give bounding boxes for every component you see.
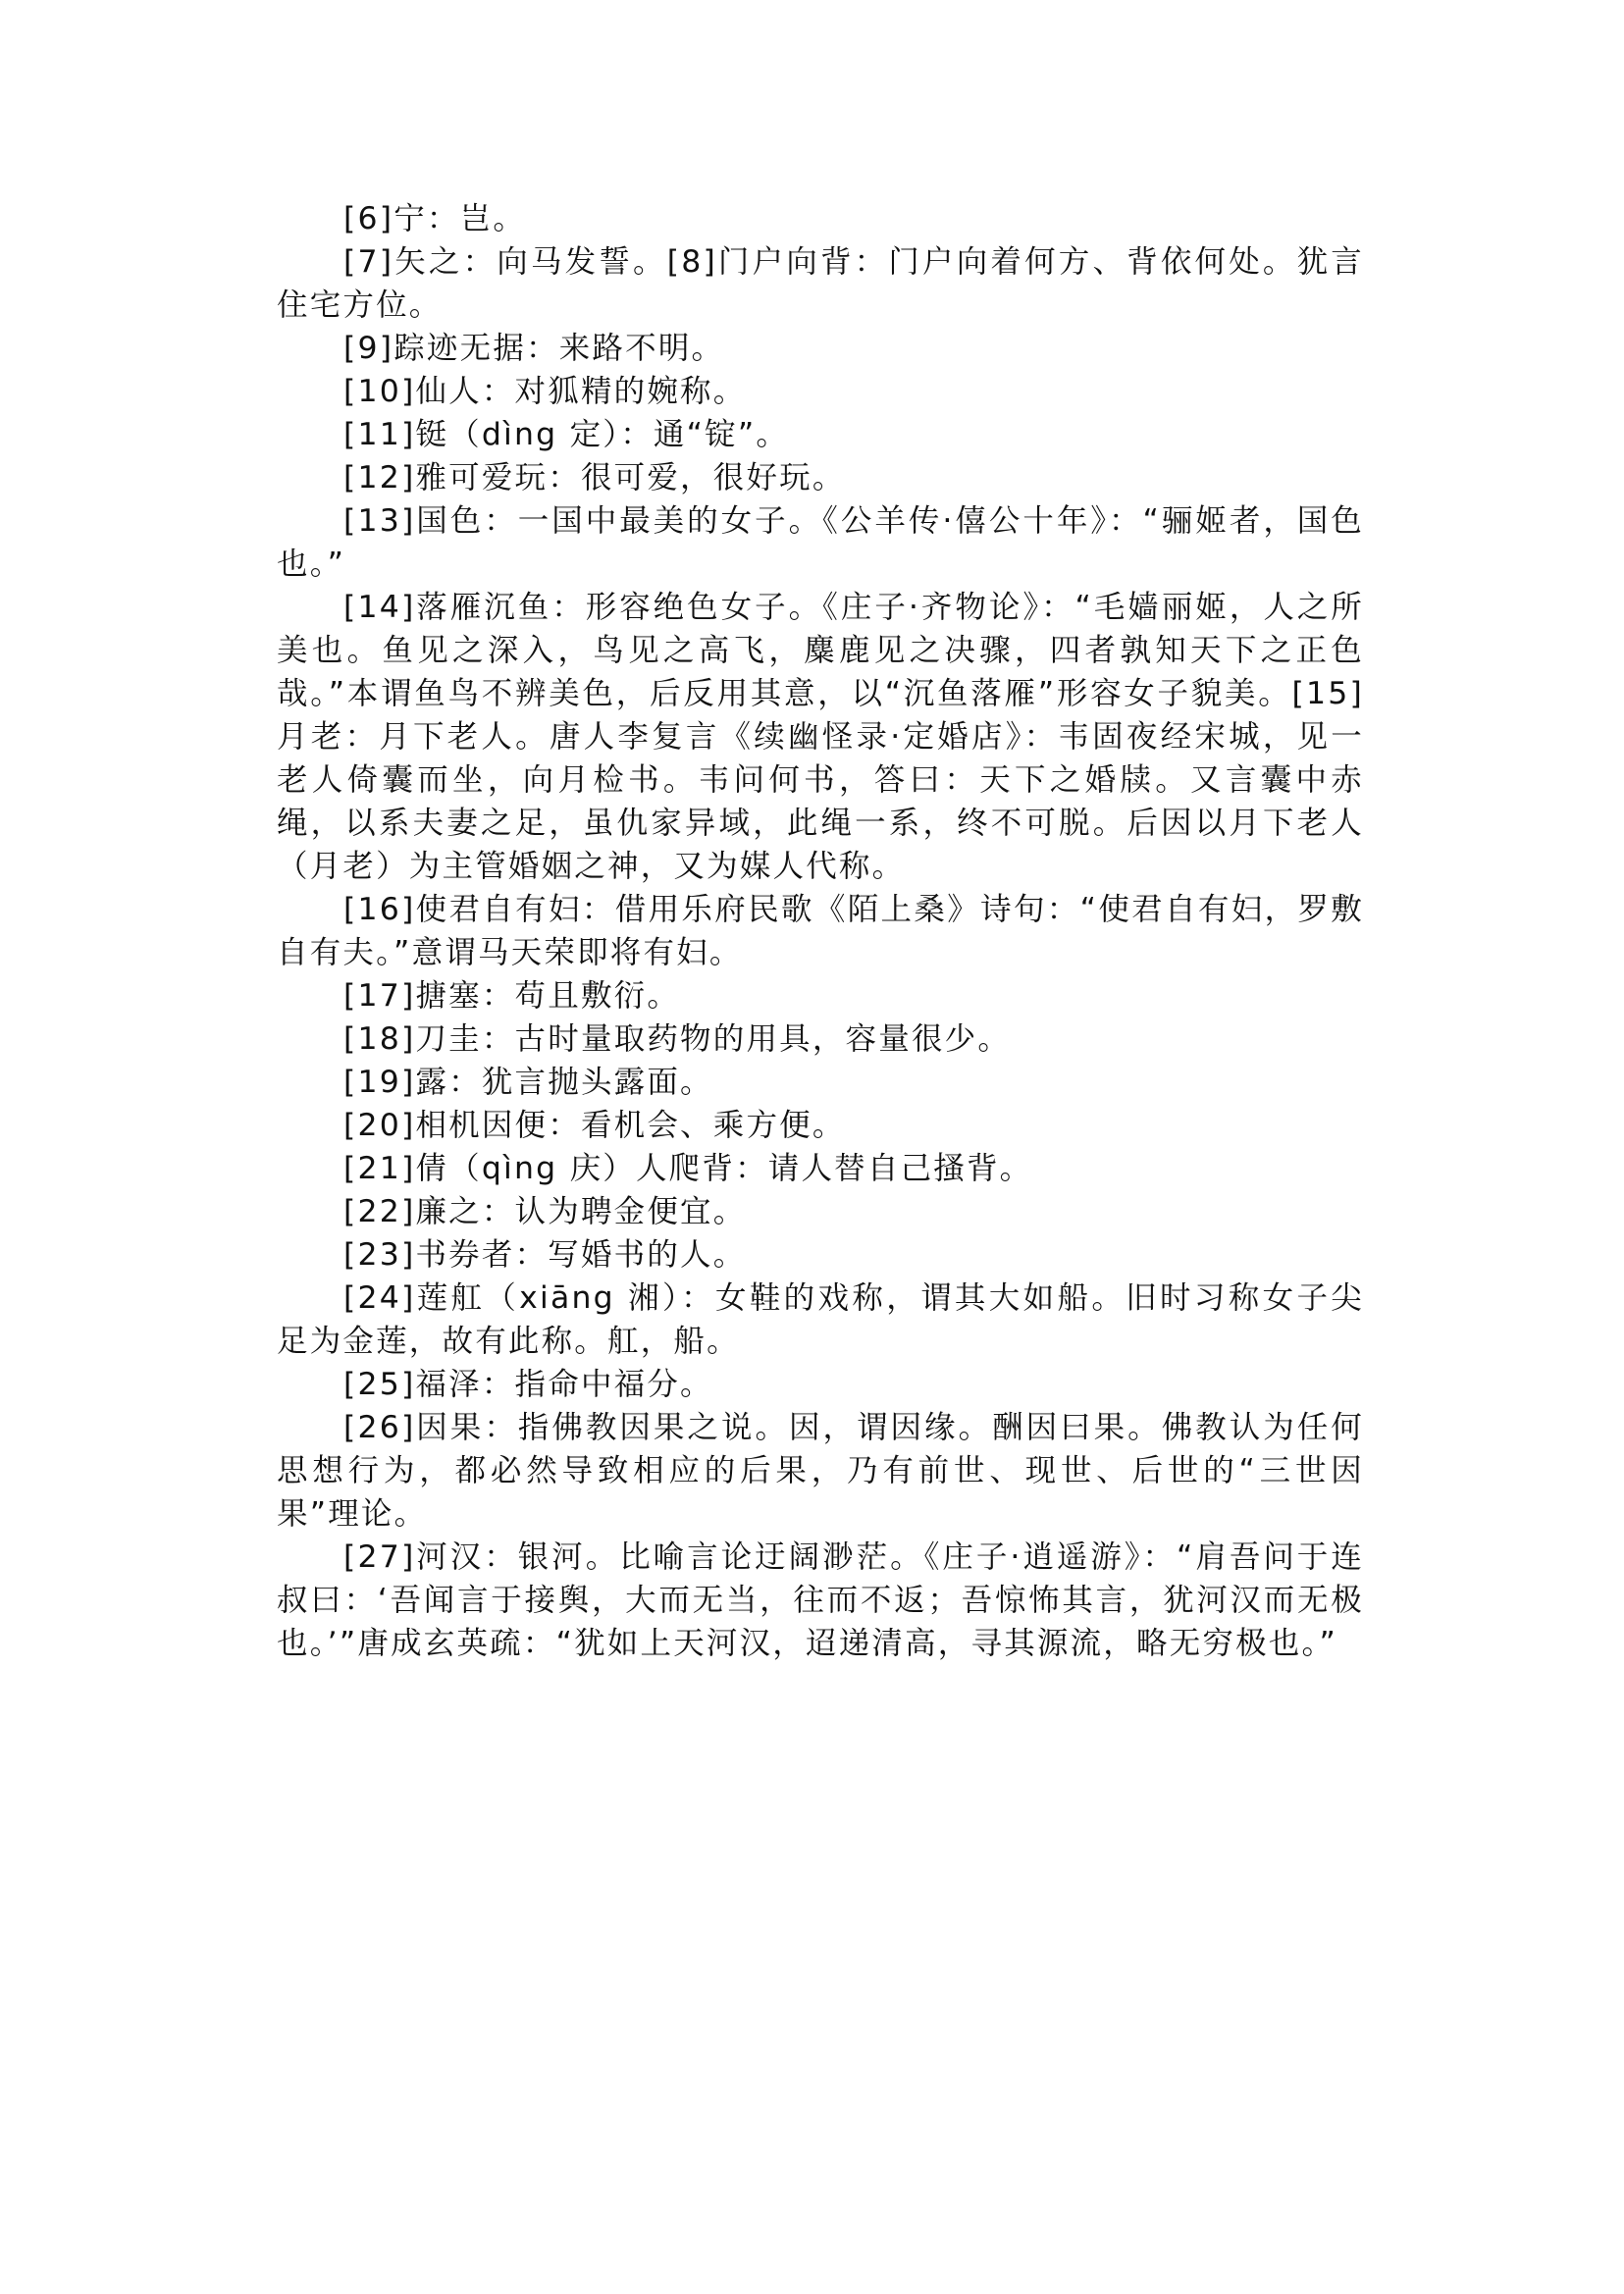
annotation-note-9: [9]踪迹无据：来路不明。 (343, 331, 725, 366)
annotation-note-12: [12]雅可爱玩：很可爱，很好玩。 (343, 460, 846, 495)
annotation-note-25: [25]福泽：指命中福分。 (343, 1367, 713, 1402)
annotation-note-22: [22]廉之：认为聘金便宜。 (343, 1194, 747, 1229)
annotation-text-block (277, 197, 1364, 1665)
annotation-note-21: [21]倩（qìng 庆）人爬背：请人替自己搔背。 (343, 1151, 1033, 1186)
annotation-note-26: [26]因果：指佛教因果之说。因，谓因缘。酬因曰果。佛教认为任何思想行为，都必然导致相应的后果，乃有前世、现世、后世的“三世因果”理论。 (277, 1410, 1364, 1532)
annotation-note-24: [24]莲舡（xiāng 湘）：女鞋的戏称，谓其大如船。旧时习称女子尖足为金莲，故有此称。舡，船。 (277, 1280, 1364, 1359)
annotation-note-20: [20]相机因便：看机会、乘方便。 (343, 1108, 846, 1143)
annotation-note-23: [23]书券者：写婚书的人。 (343, 1237, 747, 1273)
annotation-note-18: [18]刀圭：古时量取药物的用具，容量很少。 (343, 1021, 1012, 1057)
annotation-note-27: [27]河汉：银河。比喻言论迂阔渺茫。《庄子·逍遥游》：“肩吾问于连叔曰：‘吾闻言于接舆，大而无当，往而不返；吾惊怖其言，犹河汉而无极也。’”唐成玄英疏：“犹如上天河汉，迢递清高，寻其源流，略无穷极也。” (277, 1539, 1364, 1661)
annotation-note-19: [19]露：犹言抛头露面。 (343, 1065, 713, 1100)
annotation-note-16: [16]使君自有妇：借用乐府民歌《陌上桑》诗句：“使君自有妇，罗敷自有夫。”意谓马天荣即将有妇。 (277, 892, 1364, 970)
annotation-note-14-15: [14]落雁沉鱼：形容绝色女子。《庄子·齐物论》：“毛嫱丽姬，人之所美也。鱼见之深入，鸟见之高飞，麋鹿见之决骤，四者孰知天下之正色哉。”本谓鱼鸟不辨美色，后反用其意，以“沉鱼落雁”形容女子貌美。[15]月老：月下老人。唐人李复言《续幽怪录·定婚店》：韦固夜经宋城，见一老人倚囊而坐，向月检书。韦问何书，答曰：天下之婚牍。又言囊中赤绳，以系夫妻之足，虽仇家异域，此绳一系，终不可脱。后因以月下老人（月老）为主管婚姻之神，又为媒人代称。 (277, 590, 1364, 884)
annotation-note-11: [11]铤（dìng 定）：通“锭”。 (343, 417, 790, 452)
annotation-note-10: [10]仙人：对狐精的婉称。 (343, 374, 747, 409)
annotation-note-7-8: [7]矢之：向马发誓。[8]门户向背：门户向着何方、背依何处。犹言住宅方位。 (277, 244, 1364, 323)
annotation-note-6: [6]宁：岂。 (343, 201, 527, 236)
annotation-note-13: [13]国色：一国中最美的女子。《公羊传·僖公十年》：“骊姬者，国色也。” (277, 503, 1364, 582)
annotation-note-17: [17]搪塞：苟且敷衍。 (343, 978, 681, 1014)
